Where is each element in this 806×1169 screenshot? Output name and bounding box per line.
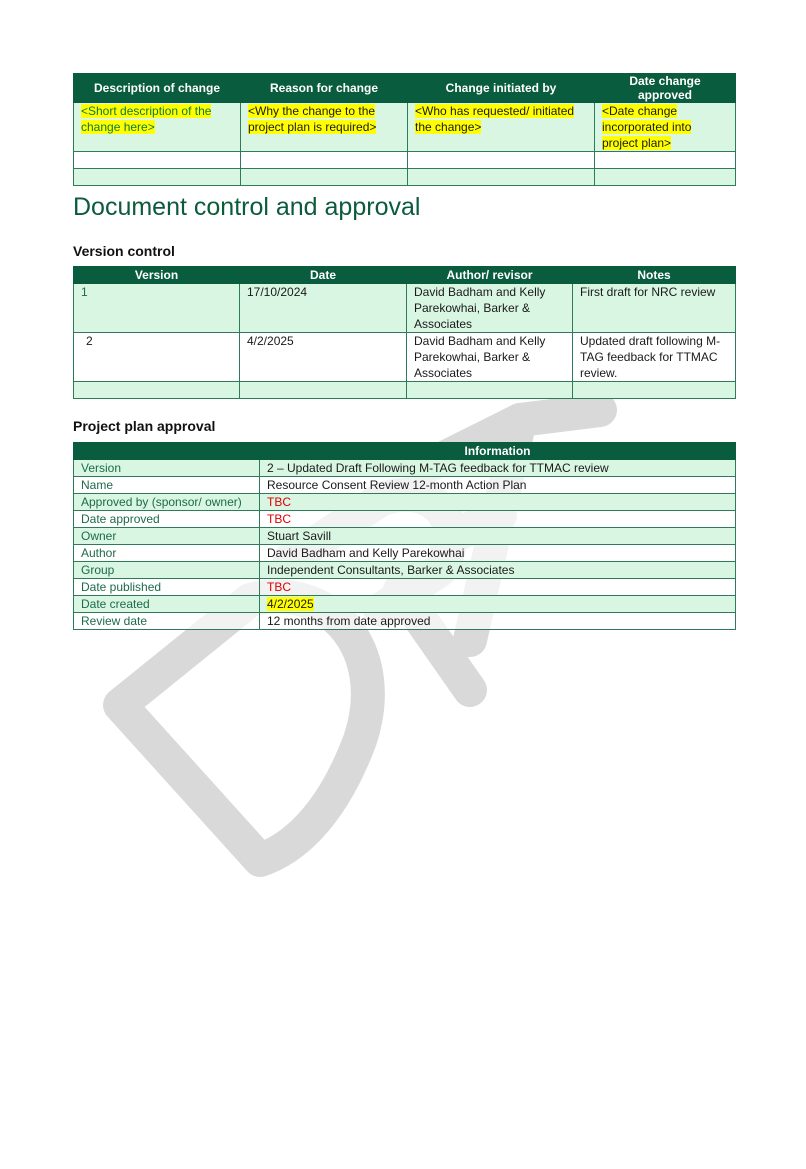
table-row (74, 579, 736, 596)
field-label: Date created (74, 596, 260, 613)
field-label: Date approved (74, 511, 260, 528)
field-value[interactable] (260, 528, 736, 545)
field-value[interactable] (260, 477, 736, 494)
table-row (74, 169, 736, 186)
table-row (74, 284, 736, 333)
table-row (74, 382, 736, 399)
field-value[interactable] (260, 460, 736, 477)
column-header: Date (240, 267, 407, 284)
field-value-text: 4/2/2025 (267, 597, 314, 611)
column-header: Version (74, 267, 240, 284)
field-label: Group (74, 562, 260, 579)
field-value-text: 2 – Updated Draft Following M-TAG feedback for TTMAC review (267, 461, 609, 475)
field-value[interactable] (260, 579, 736, 596)
column-header: Notes (573, 267, 736, 284)
field-value[interactable] (260, 545, 736, 562)
table-row (74, 545, 736, 562)
change-log-table (73, 73, 736, 186)
field-label: Version (74, 460, 260, 477)
field-label: Author (74, 545, 260, 562)
table-row (74, 511, 736, 528)
column-header: Date change approved (595, 74, 736, 103)
field-label: Date published (74, 579, 260, 596)
column-header: Change initiated by (408, 74, 595, 103)
version-cell[interactable]: 2 (74, 333, 240, 382)
field-value-text: 12 months from date approved (267, 614, 431, 628)
field-label: Owner (74, 528, 260, 545)
table-cell[interactable]: <Why the change to the project plan is required> (241, 103, 408, 152)
column-header: Information (260, 443, 736, 460)
table-row (74, 596, 736, 613)
field-value-text: TBC (267, 580, 291, 594)
project-plan-approval-heading: Project plan approval (73, 418, 216, 434)
project-plan-approval-table (73, 442, 736, 630)
table-row (74, 613, 736, 630)
notes-cell[interactable]: Updated draft following M-TAG feedback for TTMAC review. (573, 333, 736, 382)
field-value-text: TBC (267, 495, 291, 509)
table-cell[interactable]: <Date change incorporated into project plan> (595, 103, 736, 152)
section-title: Document control and approval (73, 193, 421, 221)
field-value-text: Stuart Savill (267, 529, 332, 543)
field-value[interactable] (260, 494, 736, 511)
column-header: Description of change (74, 74, 241, 103)
column-header: Reason for change (241, 74, 408, 103)
table-cell[interactable]: <Who has requested/ initiated the change> (408, 103, 595, 152)
author-cell[interactable]: David Badham and Kelly Parekowhai, Barker & Associates (407, 333, 573, 382)
version-control-table (73, 266, 736, 399)
field-value[interactable] (260, 511, 736, 528)
field-value-text: Resource Consent Review 12-month Action Plan (267, 478, 527, 492)
author-cell[interactable]: David Badham and Kelly Parekowhai, Barker & Associates (407, 284, 573, 333)
table-row (74, 477, 736, 494)
table-cell[interactable]: <Short description of the change here> (74, 103, 241, 152)
notes-cell[interactable]: First draft for NRC review (573, 284, 736, 333)
version-control-heading: Version control (73, 243, 175, 259)
table-row (74, 460, 736, 477)
table-row (74, 562, 736, 579)
date-cell[interactable]: 4/2/2025 (240, 333, 407, 382)
table-row (74, 528, 736, 545)
field-value[interactable] (260, 596, 736, 613)
field-value-text: TBC (267, 512, 291, 526)
table-row (74, 103, 736, 152)
column-header: Author/ revisor (407, 267, 573, 284)
field-label: Approved by (sponsor/ owner) (74, 494, 260, 511)
field-value[interactable] (260, 613, 736, 630)
table-row (74, 152, 736, 169)
field-label: Review date (74, 613, 260, 630)
table-row (74, 494, 736, 511)
field-label: Name (74, 477, 260, 494)
table-row (74, 333, 736, 382)
field-value-text: David Badham and Kelly Parekowhai (267, 546, 465, 560)
date-cell[interactable]: 17/10/2024 (240, 284, 407, 333)
field-value[interactable] (260, 562, 736, 579)
field-value-text: Independent Consultants, Barker & Associates (267, 563, 515, 577)
version-cell[interactable]: 1 (74, 284, 240, 333)
